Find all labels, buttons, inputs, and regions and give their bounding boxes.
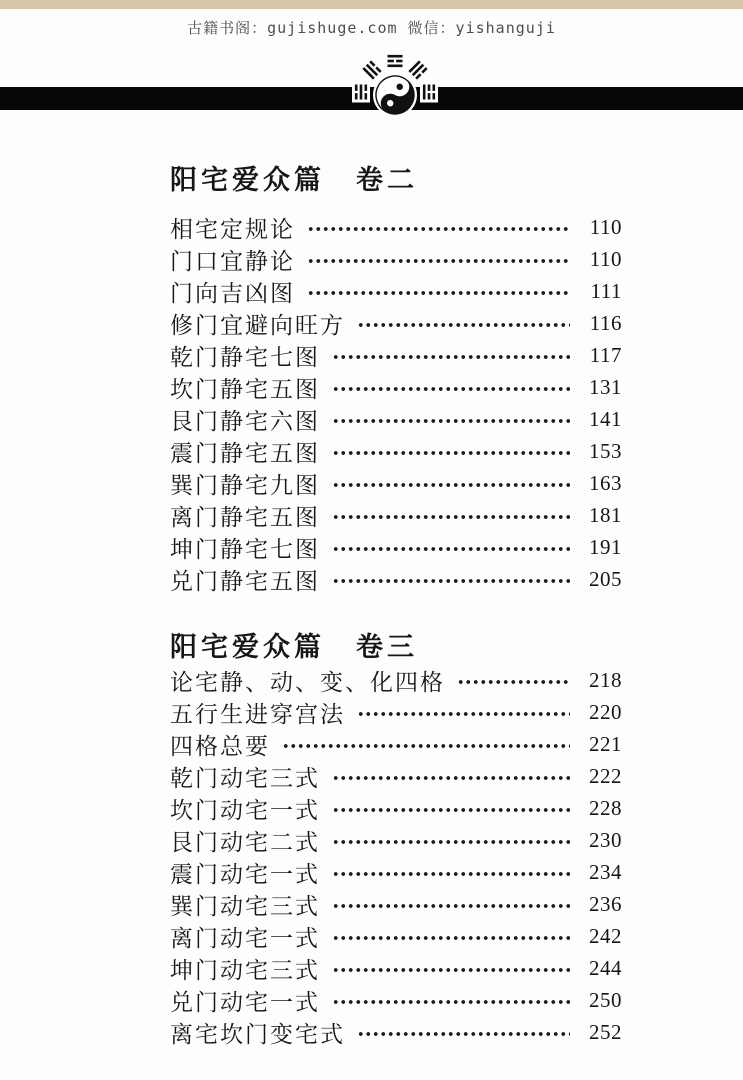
dot-leader: [307, 257, 570, 265]
toc-entry-title: 离门动宅一式: [170, 925, 320, 951]
toc-entry-title: 论宅静、动、变、化四格: [170, 669, 445, 695]
toc-entry-title: 震门静宅五图: [170, 440, 320, 466]
toc-entry-page: 181: [589, 502, 622, 527]
toc-entry-page: 111: [590, 278, 622, 303]
toc-entry-row: [170, 435, 622, 467]
toc-entry-page: 205: [589, 566, 622, 591]
toc-entry-title: 巽门静宅九图: [170, 472, 320, 498]
toc-entry-title: 巽门动宅三式: [170, 893, 320, 919]
trigram-upper-left-icon: [362, 60, 381, 79]
dot-leader: [332, 774, 570, 782]
toc-entry-row: [170, 339, 622, 371]
watermark-text: 古籍书阁：gujishuge.com 微信：yishanguji: [187, 19, 556, 37]
toc-entry-row: [170, 760, 622, 792]
toc-entry-title: 艮门动宅二式: [170, 829, 320, 855]
dot-leader: [332, 449, 570, 457]
toc-entry-row: [170, 371, 622, 403]
dot-leader: [332, 838, 570, 846]
toc-entry-title: 坤门静宅七图: [170, 536, 320, 562]
dot-leader: [332, 545, 570, 553]
toc-entry-page: 110: [589, 246, 622, 271]
toc-entry-page: 242: [589, 923, 622, 948]
toc-entry-title: 坤门动宅三式: [170, 957, 320, 983]
trigram-right-icon: [420, 82, 438, 103]
dot-leader: [357, 710, 570, 718]
toc-entry-page: 236: [589, 891, 622, 916]
dot-leader: [332, 806, 570, 814]
toc-entry-title: 兑门静宅五图: [170, 568, 320, 594]
toc-entry-row: [170, 856, 622, 888]
table-of-contents: [170, 163, 622, 1048]
toc-entry-row: [170, 696, 622, 728]
dot-leader: [282, 742, 570, 750]
toc-entry-page: 110: [589, 214, 622, 239]
taiji-bagua-icon: [347, 53, 443, 117]
toc-entry-row: [170, 984, 622, 1016]
toc-entry-row: [170, 211, 622, 243]
toc-entry-title: 坎门动宅一式: [170, 797, 320, 823]
toc-section: [170, 630, 622, 1048]
dot-leader: [307, 225, 570, 233]
toc-entry-page: 252: [589, 1019, 622, 1044]
toc-entry-page: 117: [589, 342, 622, 367]
toc-entry-page: 220: [589, 699, 622, 724]
trigram-upper-right-icon: [408, 60, 427, 79]
dot-leader: [357, 1030, 570, 1038]
toc-entry-title: 门向吉凶图: [170, 280, 295, 306]
toc-entry-row: [170, 792, 622, 824]
section-entries: [170, 211, 622, 595]
toc-entry-page: 230: [589, 827, 622, 852]
toc-entry-title: 五行生进穿宫法: [170, 701, 345, 727]
dot-leader: [332, 934, 570, 942]
toc-entry-page: 234: [589, 859, 622, 884]
toc-entry-page: 244: [589, 955, 622, 980]
dot-leader: [332, 966, 570, 974]
toc-entry-row: [170, 467, 622, 499]
toc-entry-title: 震门动宅一式: [170, 861, 320, 887]
toc-entry-title: 相宅定规论: [170, 216, 295, 242]
toc-entry-title: 修门宜避向旺方: [170, 312, 345, 338]
trigram-left-icon: [352, 82, 370, 103]
toc-entry-row: [170, 1016, 622, 1048]
toc-entry-row: [170, 243, 622, 275]
dot-leader: [357, 321, 570, 329]
toc-entry-row: [170, 531, 622, 563]
toc-entry-page: 221: [589, 731, 622, 756]
toc-entry-row: [170, 824, 622, 856]
toc-entry-page: 141: [589, 406, 622, 431]
toc-entry-title: 乾门动宅三式: [170, 765, 320, 791]
toc-entry-title: 坎门静宅五图: [170, 376, 320, 402]
toc-entry-row: [170, 664, 622, 696]
dot-leader: [332, 870, 570, 878]
toc-entry-title: 兑门动宅一式: [170, 989, 320, 1015]
toc-entry-page: 131: [589, 374, 622, 399]
toc-entry-page: 250: [589, 987, 622, 1012]
toc-entry-page: 153: [589, 438, 622, 463]
section-entries: [170, 664, 622, 1048]
toc-entry-page: 228: [589, 795, 622, 820]
dot-leader: [307, 289, 570, 297]
toc-entry-title: 艮门静宅六图: [170, 408, 320, 434]
dot-leader: [332, 353, 570, 361]
toc-entry-page: 218: [589, 667, 622, 692]
trigram-top-icon: [388, 55, 403, 67]
toc-entry-title: 门口宜静论: [170, 248, 295, 274]
toc-entry-title: 离门静宅五图: [170, 504, 320, 530]
dot-leader: [332, 513, 570, 521]
toc-entry-row: [170, 499, 622, 531]
toc-section: [170, 163, 622, 595]
dot-leader: [332, 902, 570, 910]
toc-entry-row: [170, 920, 622, 952]
dot-leader: [332, 998, 570, 1006]
toc-entry-row: [170, 403, 622, 435]
toc-entry-row: [170, 888, 622, 920]
dot-leader: [332, 417, 570, 425]
taiji-bagua-logo: [347, 53, 443, 117]
section-title: 阳宅爱众篇 卷二: [170, 165, 418, 195]
dot-leader: [332, 577, 570, 585]
toc-entry-page: 191: [589, 534, 622, 559]
toc-entry-page: 222: [589, 763, 622, 788]
toc-entry-row: [170, 563, 622, 595]
top-edge-strip: [0, 0, 743, 9]
dot-leader: [332, 481, 570, 489]
dot-leader: [332, 385, 570, 393]
toc-entry-page: 116: [589, 310, 622, 335]
toc-entry-row: [170, 728, 622, 760]
section-title: 阳宅爱众篇 卷三: [170, 632, 418, 662]
dot-leader: [457, 678, 570, 686]
toc-entry-title: 离宅坎门变宅式: [170, 1021, 345, 1047]
toc-entry-page: 163: [589, 470, 622, 495]
toc-entry-row: [170, 275, 622, 307]
toc-entry-title: 乾门静宅七图: [170, 344, 320, 370]
toc-entry-row: [170, 952, 622, 984]
toc-entry-title: 四格总要: [170, 733, 270, 759]
toc-entry-row: [170, 307, 622, 339]
